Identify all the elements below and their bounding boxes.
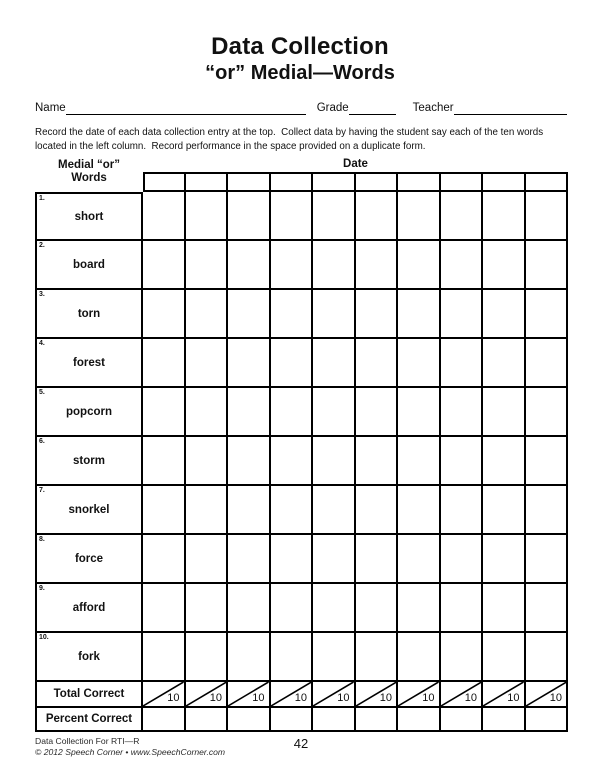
data-cell[interactable]: [143, 339, 186, 388]
data-cell[interactable]: [356, 633, 399, 682]
word-number: 7.: [39, 487, 45, 494]
data-cell[interactable]: [143, 437, 186, 486]
percent-score-cell[interactable]: [228, 708, 271, 732]
percent-score-cell[interactable]: [441, 708, 484, 732]
word-label: storm: [73, 454, 105, 467]
data-cell[interactable]: [526, 241, 569, 290]
word-number: 3.: [39, 291, 45, 298]
page-number: 42: [293, 736, 309, 751]
data-cell[interactable]: [143, 486, 186, 535]
data-cell[interactable]: [186, 290, 229, 339]
data-cell[interactable]: [271, 633, 314, 682]
data-cell[interactable]: [313, 192, 356, 241]
word-label: force: [74, 552, 104, 565]
data-cell[interactable]: [356, 388, 399, 437]
data-cell[interactable]: [398, 290, 441, 339]
data-cell[interactable]: [526, 437, 569, 486]
word-cell: [35, 437, 143, 486]
data-cell[interactable]: [356, 584, 399, 633]
data-cell[interactable]: [356, 437, 399, 486]
data-cell[interactable]: [313, 535, 356, 584]
data-cell[interactable]: [228, 339, 271, 388]
data-cell[interactable]: [228, 535, 271, 584]
data-cell[interactable]: [483, 339, 526, 388]
data-cell[interactable]: [271, 241, 314, 290]
percent-score-cell[interactable]: [143, 708, 186, 732]
data-cell[interactable]: [356, 290, 399, 339]
word-label: snorkel: [68, 503, 110, 516]
data-cell[interactable]: [398, 388, 441, 437]
data-cell[interactable]: [143, 584, 186, 633]
word-number: 1.: [39, 195, 45, 202]
date-header-cell[interactable]: [483, 172, 526, 192]
name-input-line[interactable]: [66, 101, 306, 115]
word-label: forest: [73, 356, 105, 369]
data-cell[interactable]: [483, 535, 526, 584]
data-cell[interactable]: [441, 290, 484, 339]
score-denominator: 10: [167, 692, 180, 704]
word-number: 6.: [39, 438, 45, 445]
data-cell[interactable]: [526, 535, 569, 584]
data-cell[interactable]: [398, 241, 441, 290]
data-cell[interactable]: [483, 241, 526, 290]
word-cell: [35, 192, 143, 241]
word-label: short: [74, 210, 104, 223]
total-score-cell[interactable]: [228, 682, 271, 708]
data-cell[interactable]: [186, 633, 229, 682]
data-collection-table: [35, 158, 568, 732]
name-label: Name: [35, 102, 66, 114]
data-cell[interactable]: [143, 192, 186, 241]
date-header-cell[interactable]: [356, 172, 399, 192]
data-cell[interactable]: [228, 584, 271, 633]
date-header-cell[interactable]: [398, 172, 441, 192]
data-cell[interactable]: [441, 437, 484, 486]
data-cell[interactable]: [526, 486, 569, 535]
total-score-cell[interactable]: [356, 682, 399, 708]
data-cell[interactable]: [228, 241, 271, 290]
word-cell: [35, 584, 143, 633]
row-header-subtitle: Words: [71, 171, 107, 184]
word-number: 5.: [39, 389, 45, 396]
data-cell[interactable]: [483, 388, 526, 437]
data-cell[interactable]: [186, 486, 229, 535]
page-title: Data Collection: [211, 33, 389, 60]
data-cell[interactable]: [271, 388, 314, 437]
data-cell[interactable]: [526, 584, 569, 633]
data-cell[interactable]: [356, 192, 399, 241]
data-cell[interactable]: [228, 192, 271, 241]
data-cell[interactable]: [143, 535, 186, 584]
total-score-cell[interactable]: [441, 682, 484, 708]
date-header-cell[interactable]: [313, 172, 356, 192]
data-cell[interactable]: [398, 192, 441, 241]
date-header-cell[interactable]: [271, 172, 314, 192]
word-cell: [35, 388, 143, 437]
data-cell[interactable]: [313, 633, 356, 682]
page-footer: [35, 736, 567, 757]
data-cell[interactable]: [313, 437, 356, 486]
data-cell[interactable]: [398, 486, 441, 535]
teacher-label: Teacher: [412, 102, 454, 114]
data-cell[interactable]: [186, 241, 229, 290]
data-cell[interactable]: [441, 241, 484, 290]
date-header-cell[interactable]: [143, 172, 186, 192]
percent-score-cell[interactable]: [186, 708, 229, 732]
word-cell: [35, 633, 143, 682]
data-cell[interactable]: [441, 535, 484, 584]
data-cell[interactable]: [271, 339, 314, 388]
data-cell[interactable]: [186, 535, 229, 584]
data-cell[interactable]: [143, 633, 186, 682]
data-cell[interactable]: [271, 535, 314, 584]
data-cell[interactable]: [398, 437, 441, 486]
data-cell[interactable]: [228, 437, 271, 486]
data-cell[interactable]: [271, 584, 314, 633]
word-number: 8.: [39, 536, 45, 543]
score-denominator: 10: [507, 692, 520, 704]
word-cell: [35, 290, 143, 339]
page-subtitle: “or” Medial—Words: [205, 62, 395, 84]
data-cell[interactable]: [483, 192, 526, 241]
data-cell[interactable]: [526, 633, 569, 682]
data-cell[interactable]: [313, 290, 356, 339]
data-cell[interactable]: [441, 192, 484, 241]
data-cell[interactable]: [186, 388, 229, 437]
footer-series-title: Data Collection For RTI—R: [35, 736, 140, 746]
data-cell[interactable]: [398, 633, 441, 682]
row-header-title: Medial “or”: [58, 159, 120, 171]
data-cell[interactable]: [483, 486, 526, 535]
grade-input-line[interactable]: [349, 101, 396, 115]
word-label: fork: [78, 650, 100, 663]
data-cell[interactable]: [483, 290, 526, 339]
percent-score-cell[interactable]: [356, 708, 399, 732]
data-cell[interactable]: [271, 290, 314, 339]
data-cell[interactable]: [313, 339, 356, 388]
data-cell[interactable]: [526, 192, 569, 241]
row-header-cell: [35, 158, 143, 192]
data-cell[interactable]: [356, 339, 399, 388]
data-cell[interactable]: [483, 437, 526, 486]
total-score-cell[interactable]: [526, 682, 569, 708]
data-cell[interactable]: [441, 388, 484, 437]
data-cell[interactable]: [313, 584, 356, 633]
word-number: 4.: [39, 340, 45, 347]
data-cell[interactable]: [441, 339, 484, 388]
data-cell[interactable]: [356, 486, 399, 535]
date-header-cell[interactable]: [186, 172, 229, 192]
word-label: popcorn: [66, 405, 112, 418]
data-cell[interactable]: [526, 388, 569, 437]
total-score-cell[interactable]: [186, 682, 229, 708]
total-score-cell[interactable]: [483, 682, 526, 708]
data-cell[interactable]: [398, 339, 441, 388]
score-denominator: 10: [422, 692, 435, 704]
percent-score-cell[interactable]: [313, 708, 356, 732]
total-score-cell[interactable]: [398, 682, 441, 708]
date-header-cell[interactable]: [526, 172, 569, 192]
word-cell: [35, 339, 143, 388]
score-denominator: 10: [379, 692, 392, 704]
data-cell[interactable]: [143, 241, 186, 290]
percent-score-cell[interactable]: [526, 708, 569, 732]
data-cell[interactable]: [313, 486, 356, 535]
percent-correct-label: Percent Correct: [35, 708, 143, 732]
data-cell[interactable]: [271, 486, 314, 535]
data-cell[interactable]: [186, 339, 229, 388]
data-cell[interactable]: [441, 486, 484, 535]
score-denominator: 10: [549, 692, 562, 704]
data-cell[interactable]: [526, 290, 569, 339]
footer-copyright: © 2012 Speech Corner • www.SpeechCorner.com: [35, 746, 226, 757]
score-denominator: 10: [337, 692, 350, 704]
word-label: torn: [77, 307, 101, 320]
data-cell[interactable]: [186, 584, 229, 633]
data-cell[interactable]: [143, 388, 186, 437]
data-cell[interactable]: [143, 290, 186, 339]
score-denominator: 10: [294, 692, 307, 704]
data-cell[interactable]: [228, 486, 271, 535]
data-cell[interactable]: [526, 339, 569, 388]
word-number: 2.: [39, 242, 45, 249]
total-score-cell[interactable]: [143, 682, 186, 708]
teacher-input-line[interactable]: [454, 101, 567, 115]
word-cell: [35, 535, 143, 584]
data-cell[interactable]: [228, 290, 271, 339]
grade-label: Grade: [316, 102, 349, 114]
score-denominator: 10: [252, 692, 265, 704]
student-info-row: [35, 101, 567, 115]
data-cell[interactable]: [398, 584, 441, 633]
data-cell[interactable]: [483, 584, 526, 633]
word-label: board: [73, 258, 105, 271]
date-column-header: Date: [343, 158, 368, 170]
total-score-cell[interactable]: [313, 682, 356, 708]
word-number: 10.: [39, 634, 49, 641]
data-cell[interactable]: [356, 535, 399, 584]
data-cell[interactable]: [441, 584, 484, 633]
data-cell[interactable]: [313, 241, 356, 290]
word-cell: [35, 486, 143, 535]
data-cell[interactable]: [186, 437, 229, 486]
instructions-text: Record the date of each data collection entry at the top. Collect data by having the student say each of the ten words located in the left column. Record performance in the space provided on a duplicate form.: [35, 127, 546, 152]
word-label: afford: [72, 601, 106, 614]
date-header-cell[interactable]: [228, 172, 271, 192]
percent-score-cell[interactable]: [398, 708, 441, 732]
percent-score-cell[interactable]: [271, 708, 314, 732]
score-denominator: 10: [464, 692, 477, 704]
total-correct-label: Total Correct: [35, 682, 143, 708]
data-cell[interactable]: [186, 192, 229, 241]
data-cell[interactable]: [398, 535, 441, 584]
data-cell[interactable]: [483, 633, 526, 682]
word-number: 9.: [39, 585, 45, 592]
data-cell[interactable]: [271, 437, 314, 486]
data-cell[interactable]: [441, 633, 484, 682]
total-score-cell[interactable]: [271, 682, 314, 708]
data-cell[interactable]: [271, 192, 314, 241]
score-denominator: 10: [209, 692, 222, 704]
data-cell[interactable]: [356, 241, 399, 290]
data-cell[interactable]: [313, 388, 356, 437]
word-cell: [35, 241, 143, 290]
date-header-cell[interactable]: [441, 172, 484, 192]
percent-score-cell[interactable]: [483, 708, 526, 732]
data-cell[interactable]: [228, 633, 271, 682]
data-cell[interactable]: [228, 388, 271, 437]
